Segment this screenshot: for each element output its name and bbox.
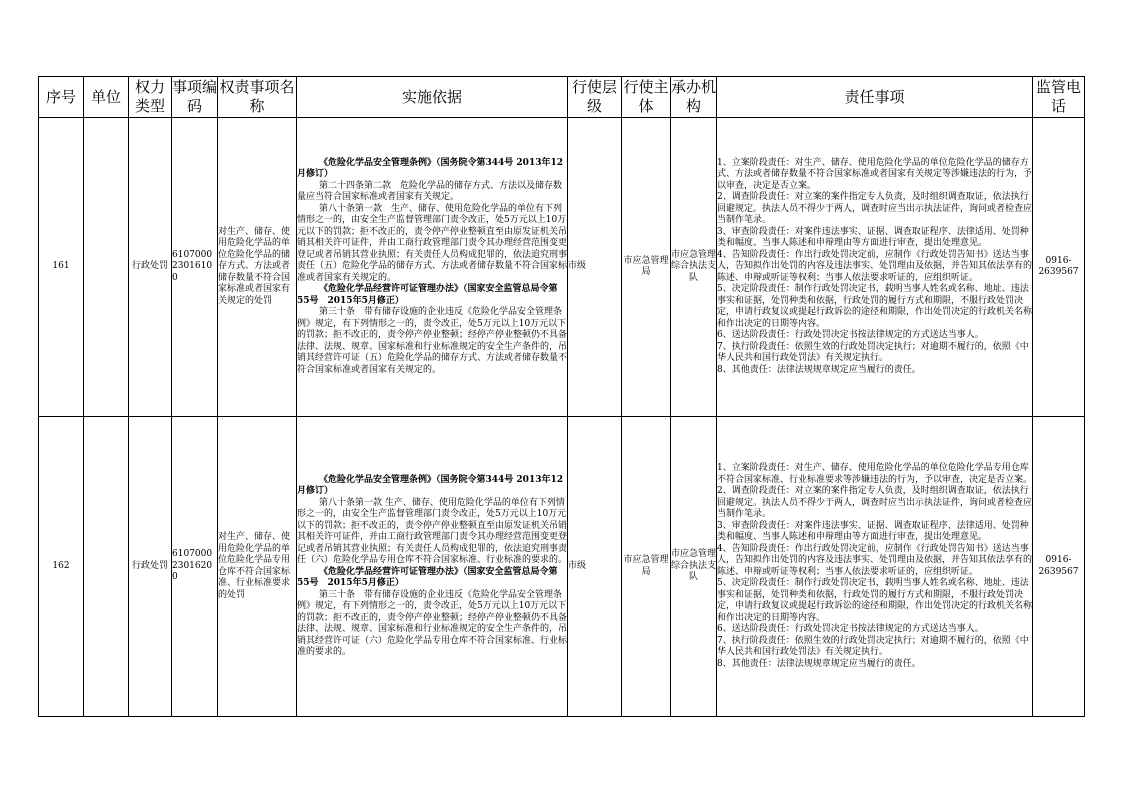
cell-undertaker: 市应急管理综合执法支队 [671, 417, 717, 717]
cell-unit [84, 417, 129, 717]
basis-text-1: 第八十条第一款 生产、储存、使用危险化学品的单位有下列情形之一的，由安全生产监督管理部门责令改正，处5万元以上10万元以下的罚款；拒不改正的，责令停产停业整顿直至由原发证机关吊销其相关许可证件，并由工商行政管理部门责令其办理经营范围变更登记或者吊销其营业执照；有关责任人员构成犯罪的，依法追究刑事责任（六）危险化学品专用仓库不符合国家标准、行业标准的要求的。 [297, 497, 568, 565]
duty-item: 7、执行阶段责任：依照生效的行政处罚决定执行；对逾期不履行的，依照《中华人民共和国行政处罚法》有关规定执行。 [717, 341, 1029, 364]
basis-text-3: 第三十条 带有储存设施的企业违反《危险化学品安全管理条例》规定，有下列情形之一的，责令改正，处5万元以上10万元以下的罚款；拒不改正的，责令停产停业整顿；经停产停业整顿仍不具备法律、法规、规章、国家标准和行业标准规定的安全生产条件的，吊销其经营许可证（六）危险化学品专用仓库不符合国家标准、行业标准的要求的。 [297, 589, 568, 657]
header-item-code: 事项编码 [172, 77, 218, 118]
header-undertaker: 承办机构 [671, 77, 717, 118]
duty-item: 1、立案阶段责任：对生产、储存、使用危险化学品的单位危险化学品专用仓库不符合国家标准、行业标准要求等涉嫌违法的行为，予以审查，决定是否立案。 [717, 463, 1033, 485]
header-level: 行使层级 [568, 77, 622, 118]
cell-unit [84, 118, 129, 417]
duty-item: 8、其他责任：法律法规规章规定应当履行的责任。 [717, 364, 921, 375]
header-basis: 实施依据 [297, 77, 568, 118]
duty-item: 4、告知阶段责任：作出行政处罚决定前，应制作《行政处罚告知书》送达当事人，告知拟作出处罚的内容及违法事实、处罚理由及依据，并告知其依法享有的陈述、申辩或听证等权利；当事人依法要求听证的，应组织听证。 [717, 249, 1033, 283]
header-seq: 序号 [39, 77, 84, 118]
basis-title-1: 《危险化学品安全管理条例》（国务院令第344号 2013年12月修订） [297, 474, 563, 496]
cell-subject: 市应急管理局 [622, 118, 671, 417]
cell-item-name: 对生产、储存、使用危险化学品的单位危险化学品的储存方式、方法或者储存数量不符合国家标准或者国家有关规定的处罚 [218, 118, 297, 417]
cell-undertaker: 市应急管理综合执法支队 [671, 118, 717, 417]
cell-power-type: 行政处罚 [129, 417, 172, 717]
duty-item: 1、立案阶段责任：对生产、储存、使用危险化学品的单位危险化学品的储存方式、方法或者储存数量不符合国家标准或者国家有关规定等涉嫌违法的行为，予以审查，决定是否立案。 [717, 157, 1033, 191]
cell-duties [717, 118, 1033, 417]
header-subject: 行使主体 [622, 77, 671, 118]
cell-item-code: 610700023016100 [172, 118, 218, 417]
header-unit: 单位 [84, 77, 129, 118]
duty-item: 6、送达阶段责任：行政处罚决定书按法律规定的方式送达当事人。 [717, 624, 984, 634]
cell-level: 市级 [568, 118, 622, 417]
header-phone: 监管电话 [1033, 77, 1085, 118]
cell-item-name: 对生产、储存、使用危险化学品的单位危险化学品专用仓库不符合国家标准、行业标准要求的处罚 [218, 417, 297, 717]
cell-duties [717, 417, 1033, 717]
duty-item: 6、送达阶段责任：行政处罚决定书按法律规定的方式送达当事人。 [717, 330, 984, 341]
header-duties: 责任事项 [717, 77, 1033, 118]
basis-text-1: 第二十四条第二款 危险化学品的储存方式、方法以及储存数量应当符合国家标准或者国家有关规定。 [297, 180, 563, 203]
table-row [39, 417, 1085, 717]
table-row [39, 118, 1085, 417]
cell-seq: 161 [39, 118, 84, 417]
duty-item: 3、审查阶段责任：对案件违法事实、证据、调查取证程序、法律适用、处罚种类和幅度、当事人陈述和申辩理由等方面进行审查，提出处理意见。 [717, 226, 1029, 249]
power-list-table [38, 76, 1085, 717]
duty-item: 8、其他责任：法律法规规章规定应当履行的责任。 [717, 658, 921, 669]
duty-item: 2、调查阶段责任：对立案的案件指定专人负责，及时组织调查取证，依法执行回避规定。执法人员不得少于两人，调查时应当出示执法证件，询问或者检查应当制作笔录。 [717, 192, 1033, 226]
cell-seq: 162 [39, 417, 84, 717]
header-row [39, 77, 1085, 118]
duty-item: 3、审查阶段责任：对案件违法事实、证据、调查取证程序、法律适用、处罚种类和幅度、当事人陈述和申辩理由等方面进行审查，提出处理意见。 [717, 520, 1029, 542]
duty-item: 2、调查阶段责任：对立案的案件指定专人负责，及时组织调查取证，依法执行回避规定。执法人员不得少于两人，调查时应当出示执法证件，询问或者检查应当制作笔录。 [717, 486, 1033, 519]
cell-phone: 0916-2639567 [1033, 118, 1085, 417]
duty-item: 7、执行阶段责任：依照生效的行政处罚决定执行；对逾期不履行的，依照《中华人民共和国行政处罚法》有关规定执行。 [717, 635, 1029, 657]
cell-subject: 市应急管理局 [622, 417, 671, 717]
cell-level: 市级 [568, 417, 622, 717]
cell-phone: 0916-2639567 [1033, 417, 1085, 717]
basis-title-1: 《危险化学品安全管理条例》（国务院令第344号 2013年12月修订） [297, 157, 563, 180]
cell-item-code: 610700023016200 [172, 417, 218, 717]
header-item-name: 权责事项名称 [218, 77, 297, 118]
duty-item: 5、决定阶段责任：制作行政处罚决定书，载明当事人姓名或名称、地址、违法事实和证据，处罚种类和依据，行政处罚的履行方式和期限，不服行政处罚决定，申请行政复议或提起行政诉讼的途径和期限，作出处罚决定的行政机关名称和作出决定的日期等内容。 [717, 284, 1033, 329]
cell-basis [297, 417, 568, 717]
basis-title-2: 《危险化学品经营许可证管理办法》（国家安全监管总局令第55号 2015年5月修正） [297, 566, 558, 588]
duty-item: 4、告知阶段责任：作出行政处罚决定前，应制作《行政处罚告知书》送达当事人，告知拟作出处罚的内容及违法事实、处罚理由及依据，并告知其依法享有的陈述、申辩或听证等权利；当事人依法要求听证的，应组织听证。 [717, 543, 1033, 577]
basis-text-2: 第八十条第一款 生产、储存、使用危险化学品的单位有下列情形之一的，由安全生产监督管理部门责令改正，处5万元以上10万元以下的罚款；拒不改正的，责令停产停业整顿直至由原发证机关吊销其相关许可证件，并由工商行政管理部门责令其办理经营范围变更登记或者吊销其营业执照；有关责任人员构成犯罪的，依法追究刑事责任（五）危险化学品的储存方式、方法或者储存数量不符合国家标准或者国家有关规定的。 [297, 203, 568, 283]
header-power-type: 权力类型 [129, 77, 172, 118]
basis-text-3: 第三十条 带有储存设施的企业违反《危险化学品安全管理条例》规定，有下列情形之一的，责令改正，处5万元以上10万元以下的罚款；拒不改正的，责令停产停业整顿；经停产停业整顿仍不具备法律、法规、规章、国家标准和行业标准规定的安全生产条件的，吊销其经营许可证（五）危险化学品的储存方式、方法或者储存数量不符合国家标准或者国家有关规定的。 [297, 307, 568, 375]
basis-title-2: 《危险化学品经营许可证管理办法》（国家安全监管总局令第55号 2015年5月修正） [297, 284, 558, 306]
cell-power-type: 行政处罚 [129, 118, 172, 417]
cell-basis [297, 118, 568, 417]
duty-item: 5、决定阶段责任：制作行政处罚决定书，载明当事人姓名或名称、地址、违法事实和证据，处罚种类和依据，行政处罚的履行方式和期限，不服行政处罚决定，申请行政复议或提起行政诉讼的途径和期限，作出处罚决定的行政机关名称和作出决定的日期等内容。 [717, 578, 1033, 623]
